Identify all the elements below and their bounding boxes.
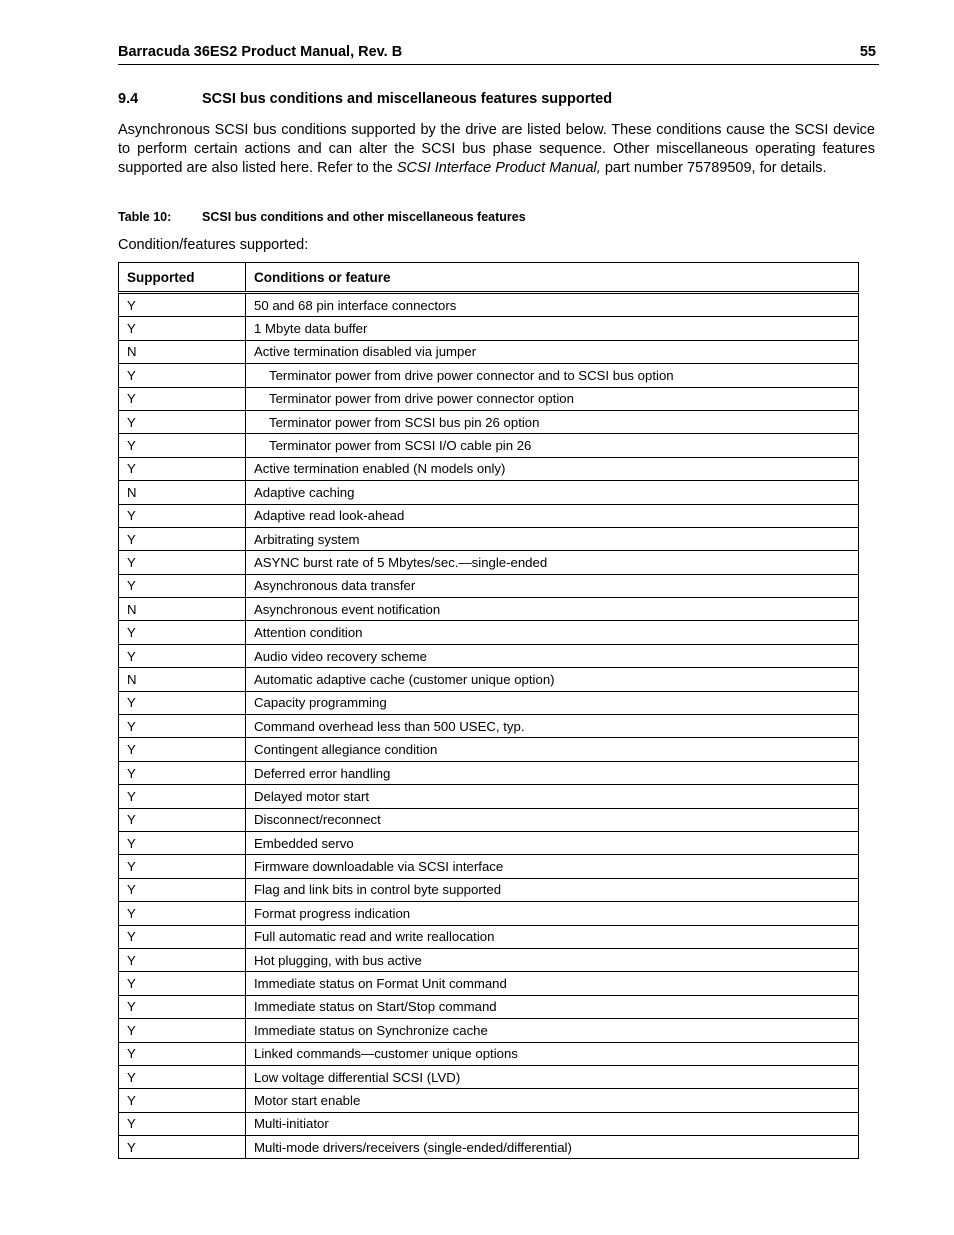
supported-cell: Y [119,621,246,644]
table-row [119,340,859,363]
table-row [119,1019,859,1042]
supported-cell: Y [119,785,246,808]
table-row [119,387,859,410]
supported-cell: Y [119,293,246,317]
intro-paragraph [118,121,875,178]
supported-cell: Y [119,410,246,433]
section-number: 9.4 [118,91,139,107]
feature-cell: Multi-mode drivers/receivers (single-ended/differential) [246,1136,859,1159]
table-row [119,902,859,925]
supported-cell: Y [119,855,246,878]
feature-cell: Terminator power from drive power connector option [246,387,859,410]
supported-cell: Y [119,387,246,410]
table-row [119,551,859,574]
feature-cell: Terminator power from drive power connector and to SCSI bus option [246,364,859,387]
table-row [119,574,859,597]
feature-cell: Asynchronous data transfer [246,574,859,597]
table-row [119,808,859,831]
table-row [119,925,859,948]
feature-cell: Full automatic read and write reallocation [246,925,859,948]
supported-cell: Y [119,434,246,457]
table-row [119,598,859,621]
feature-cell: Immediate status on Synchronize cache [246,1019,859,1042]
supported-cell: Y [119,551,246,574]
table-row [119,434,859,457]
supported-cell: Y [119,831,246,854]
intro-text-after: part number 75789509, for details. [600,160,827,176]
feature-cell: Active termination enabled (N models only) [246,457,859,480]
page-header [118,42,879,65]
supported-cell: N [119,481,246,504]
supported-cell: Y [119,995,246,1018]
table-row [119,410,859,433]
supported-cell: Y [119,761,246,784]
table-title: SCSI bus conditions and other miscellaneous features [202,210,526,224]
supported-cell: Y [119,457,246,480]
feature-cell: Command overhead less than 500 USEC, typ. [246,715,859,738]
supported-cell: Y [119,1112,246,1135]
feature-cell: 1 Mbyte data buffer [246,317,859,340]
table-row [119,1112,859,1135]
table-row [119,761,859,784]
supported-cell: Y [119,644,246,667]
supported-cell: Y [119,972,246,995]
table-row [119,855,859,878]
document-title: Barracuda 36ES2 Product Manual, Rev. B [118,44,403,60]
feature-cell: 50 and 68 pin interface connectors [246,293,859,317]
feature-cell: Asynchronous event notification [246,598,859,621]
supported-cell: Y [119,715,246,738]
supported-cell: Y [119,948,246,971]
supported-cell: Y [119,1089,246,1112]
feature-cell: Audio video recovery scheme [246,644,859,667]
table-row [119,1089,859,1112]
table-row [119,668,859,691]
table-label: Table 10: [118,210,172,224]
table-row [119,317,859,340]
table-row [119,972,859,995]
table-row [119,948,859,971]
supported-cell: Y [119,691,246,714]
feature-cell: Immediate status on Format Unit command [246,972,859,995]
feature-cell: Active termination disabled via jumper [246,340,859,363]
feature-cell: Immediate status on Start/Stop command [246,995,859,1018]
page-number: 55 [859,44,876,60]
feature-cell: Arbitrating system [246,527,859,550]
supported-cell: Y [119,925,246,948]
feature-cell: Hot plugging, with bus active [246,948,859,971]
feature-cell: Disconnect/reconnect [246,808,859,831]
feature-cell: Delayed motor start [246,785,859,808]
supported-cell: N [119,340,246,363]
supported-cell: Y [119,738,246,761]
supported-cell: Y [119,1042,246,1065]
feature-cell: ASYNC burst rate of 5 Mbytes/sec.—single-ended [246,551,859,574]
table-row [119,481,859,504]
supported-cell: Y [119,1136,246,1159]
table-row [119,738,859,761]
table-row [119,644,859,667]
table-row [119,621,859,644]
table-row [119,364,859,387]
supported-cell: Y [119,1019,246,1042]
feature-cell: Adaptive read look-ahead [246,504,859,527]
supported-cell: N [119,598,246,621]
table-row [119,785,859,808]
section-title: SCSI bus conditions and miscellaneous features supported [202,91,613,107]
column-header-feature: Conditions or feature [246,263,859,293]
intro-reference-title: SCSI Interface Product Manual, [396,160,601,176]
feature-cell: Deferred error handling [246,761,859,784]
supported-cell: Y [119,902,246,925]
feature-cell: Multi-initiator [246,1112,859,1135]
table-row [119,457,859,480]
supported-cell: Y [119,878,246,901]
table-row [119,504,859,527]
table-row [119,1065,859,1088]
feature-cell: Format progress indication [246,902,859,925]
features-table [118,262,859,1159]
feature-cell: Terminator power from SCSI bus pin 26 option [246,410,859,433]
feature-cell: Low voltage differential SCSI (LVD) [246,1065,859,1088]
feature-cell: Terminator power from SCSI I/O cable pin 26 [246,434,859,457]
table-row [119,715,859,738]
feature-cell: Motor start enable [246,1089,859,1112]
table-row [119,831,859,854]
table-row [119,527,859,550]
table-row [119,878,859,901]
feature-cell: Adaptive caching [246,481,859,504]
supported-cell: Y [119,574,246,597]
feature-cell: Flag and link bits in control byte supported [246,878,859,901]
table-row [119,995,859,1018]
condition-label: Condition/features supported: [118,237,309,253]
table-row [119,1136,859,1159]
supported-cell: Y [119,364,246,387]
feature-cell: Linked commands—customer unique options [246,1042,859,1065]
supported-cell: Y [119,504,246,527]
table-row [119,691,859,714]
table-row [119,293,859,317]
feature-cell: Automatic adaptive cache (customer unique option) [246,668,859,691]
feature-cell: Firmware downloadable via SCSI interface [246,855,859,878]
feature-cell: Embedded servo [246,831,859,854]
supported-cell: Y [119,1065,246,1088]
feature-cell: Capacity programming [246,691,859,714]
feature-cell: Contingent allegiance condition [246,738,859,761]
feature-cell: Attention condition [246,621,859,644]
supported-cell: Y [119,317,246,340]
supported-cell: Y [119,527,246,550]
intro-text-before: Asynchronous SCSI bus conditions supported by the drive are listed below. These conditions cause the SCSI device to perform certain actions and can alter the SCSI bus phase sequence. Other miscellaneous operating features supported are also listed here. Refer to the [118,122,875,176]
column-header-supported: Supported [119,263,246,293]
table-row [119,1042,859,1065]
table-header-row [119,263,859,293]
supported-cell: Y [119,808,246,831]
supported-cell: N [119,668,246,691]
